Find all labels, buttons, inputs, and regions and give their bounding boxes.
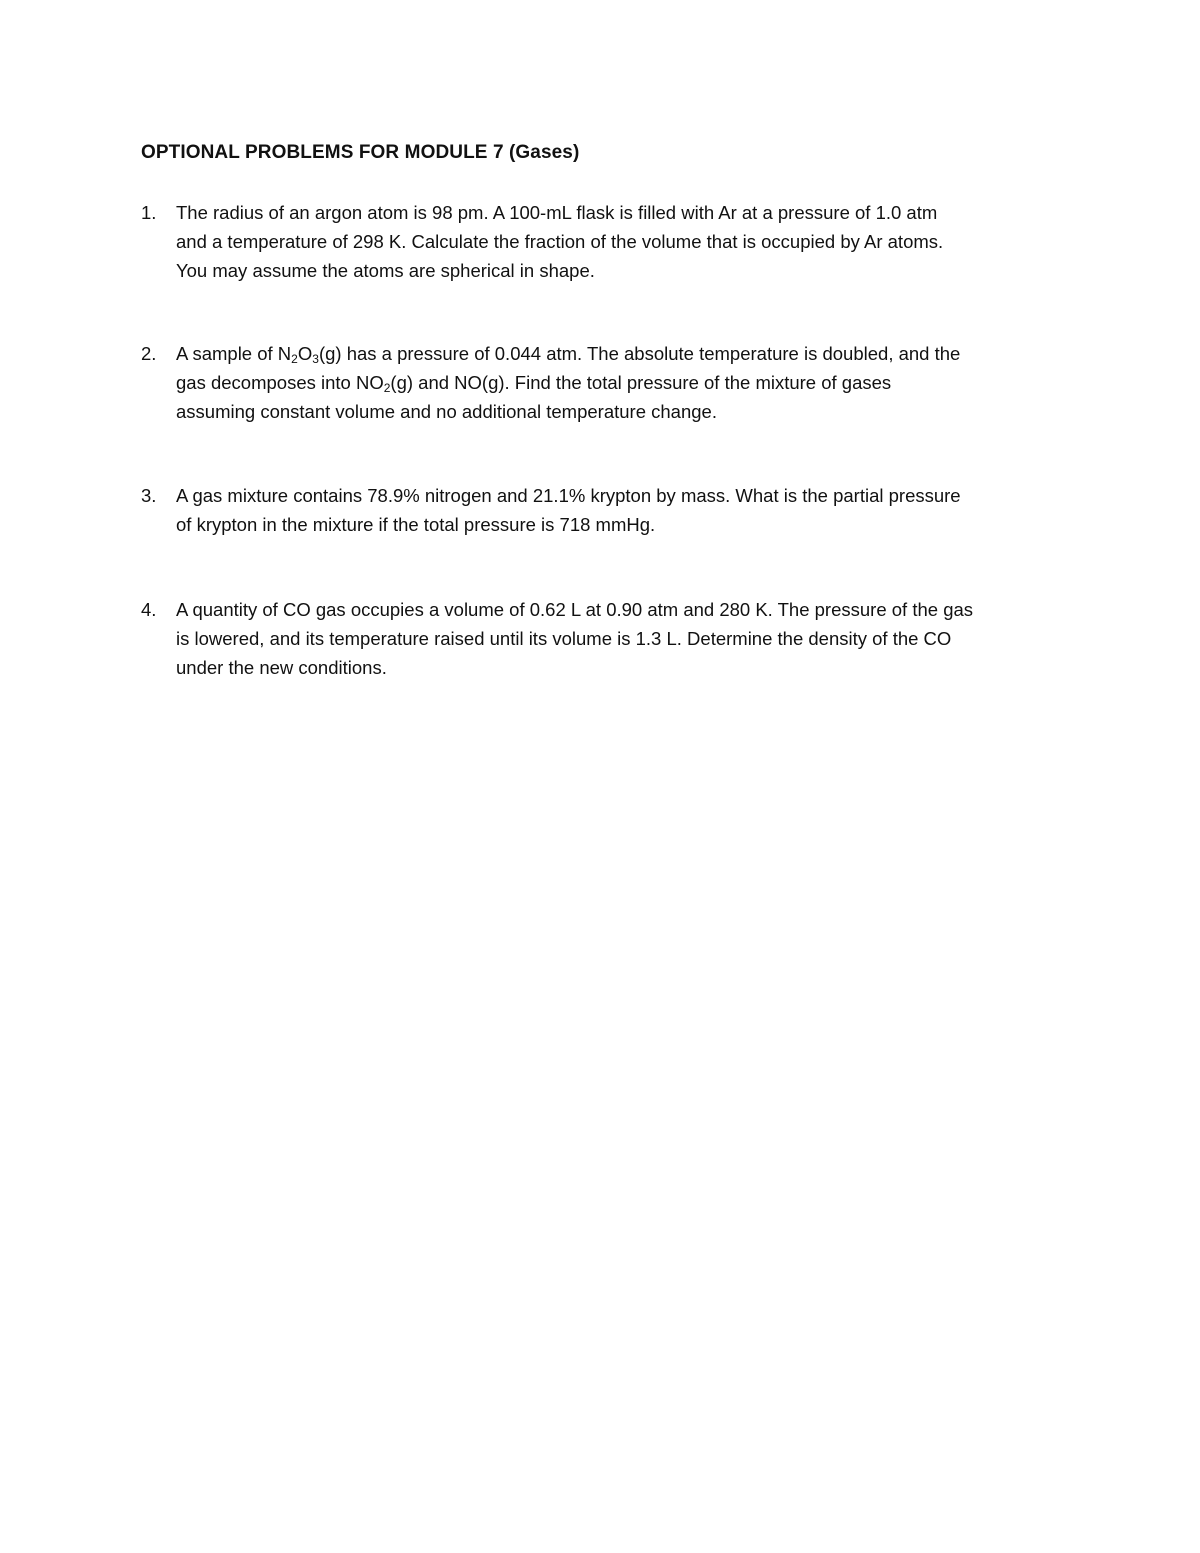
problem-line: of krypton in the mixture if the total pressure is 718 mmHg. bbox=[176, 514, 656, 535]
problem-line: under the new conditions. bbox=[176, 657, 387, 678]
problem-2 bbox=[141, 339, 1076, 426]
problem-3 bbox=[141, 481, 1076, 539]
problem-number: 4. bbox=[141, 599, 157, 620]
problem-number: 2. bbox=[141, 343, 157, 364]
text-run: gas decomposes into NO bbox=[176, 372, 384, 393]
problem-line: is lowered, and its temperature raised until its volume is 1.3 L. Determine the density of the CO bbox=[176, 628, 952, 649]
problem-line: A quantity of CO gas occupies a volume of 0.62 L at 0.90 atm and 280 K. The pressure of the gas bbox=[176, 599, 974, 620]
page-title: OPTIONAL PROBLEMS FOR MODULE 7 (Gases) bbox=[141, 142, 580, 163]
problem-line: You may assume the atoms are spherical in shape. bbox=[176, 260, 595, 281]
problem-line: assuming constant volume and no additional temperature change. bbox=[176, 401, 717, 422]
text-run: (g) and NO(g). Find the total pressure of the mixture of gases bbox=[390, 372, 892, 393]
problem-line: The radius of an argon atom is 98 pm. A 100-mL flask is filled with Ar at a pressure of 1.0 atm bbox=[176, 202, 938, 223]
subscript: 3 bbox=[312, 352, 319, 366]
subscript: 2 bbox=[291, 352, 298, 366]
problem-number: 1. bbox=[141, 202, 157, 223]
problem-text bbox=[176, 198, 1076, 285]
problem-text bbox=[176, 481, 1076, 539]
problem-line bbox=[176, 368, 1076, 397]
problem-text bbox=[176, 339, 1076, 426]
problem-1 bbox=[141, 198, 1076, 285]
text-run: (g) has a pressure of 0.044 atm. The absolute temperature is doubled, and the bbox=[318, 343, 961, 364]
text-run: A sample of N bbox=[176, 343, 292, 364]
problem-4 bbox=[141, 595, 1076, 682]
problem-line bbox=[176, 339, 1076, 368]
subscript: 2 bbox=[383, 381, 391, 395]
problem-line: A gas mixture contains 78.9% nitrogen and 21.1% krypton by mass. What is the partial pressure bbox=[176, 485, 961, 506]
problem-line: and a temperature of 298 K. Calculate the fraction of the volume that is occupied by Ar atoms. bbox=[176, 231, 944, 252]
problem-text bbox=[176, 595, 1076, 682]
problem-number: 3. bbox=[141, 485, 157, 506]
text-run: O bbox=[297, 343, 313, 364]
